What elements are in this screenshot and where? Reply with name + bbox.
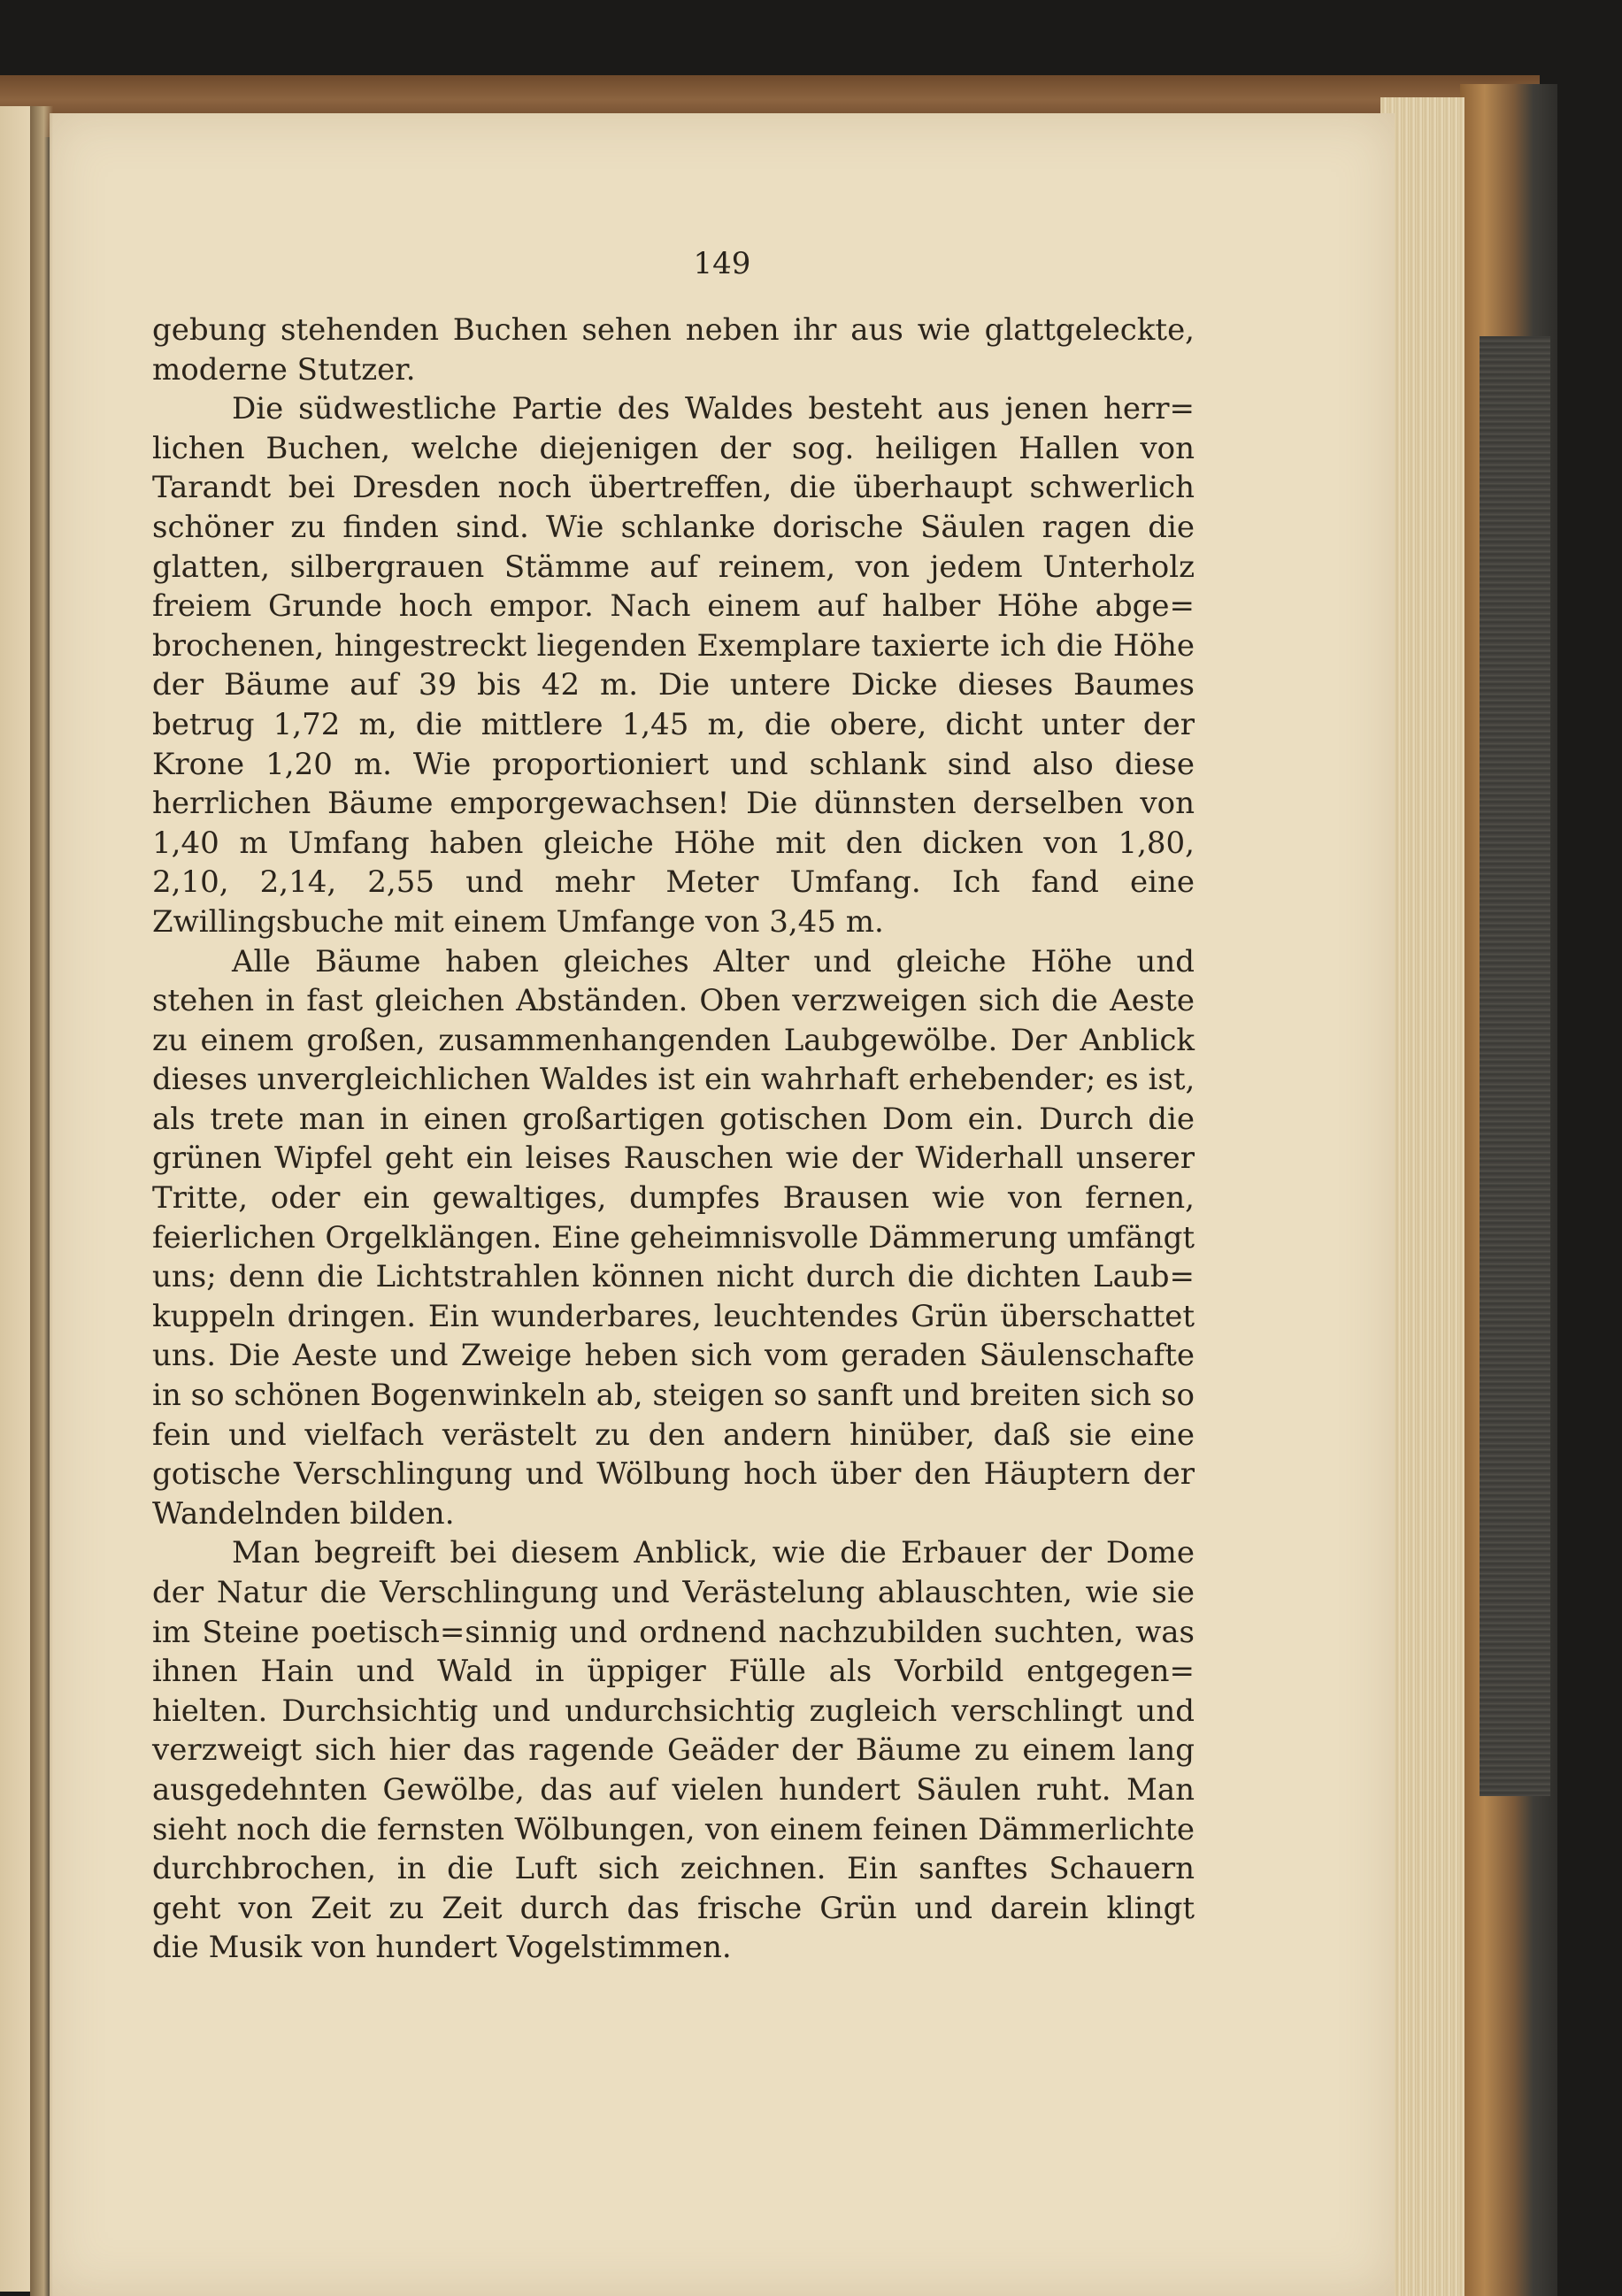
- text-line: der Natur die Verschlingung und Verästelung ablauschten, wie sie: [152, 1575, 1195, 1610]
- text-line: Wandelnden bilden.: [152, 1495, 455, 1532]
- text-line: Krone 1,20 m. Wie proportioniert und schlank sind also diese: [152, 746, 1195, 782]
- text-line: 2,10, 2,14, 2,55 und mehr Meter Umfang. Ich fand eine: [152, 864, 1195, 901]
- text-line: kuppeln dringen. Ein wunderbares, leuchtendes Grün überschattet: [152, 1298, 1195, 1334]
- text-line: schöner zu finden sind. Wie schlanke dorische Säulen ragen die: [152, 509, 1195, 545]
- paragraph: [152, 1533, 1195, 1968]
- text-line: sieht noch die fernsten Wölbungen, von einem feinen Dämmerlichte: [152, 1811, 1195, 1847]
- text-line: verzweigt sich hier das ragende Geäder der Bäume zu einem lang: [152, 1732, 1195, 1769]
- text-line: zu einem großen, zusammenhangenden Laubgewölbe. Der Anblick: [152, 1022, 1195, 1058]
- gutter-shadow: [30, 106, 53, 2296]
- text-line: stehen in fast gleichen Abständen. Oben verzweigen sich die Aeste: [152, 983, 1195, 1019]
- text-line: glatten, silbergrauen Stämme auf reinem, von jedem Unterholz: [152, 549, 1195, 585]
- text-line: uns; denn die Lichtstrahlen können nicht durch die dichten Laub=: [152, 1259, 1195, 1295]
- text-line: die Musik von hundert Vogelstimmen.: [152, 1930, 732, 1966]
- text-line: uns. Die Aeste und Zweige heben sich vom geraden Säulenschafte: [152, 1338, 1195, 1374]
- text-line: geht von Zeit zu Zeit durch das frische Grün und darein klingt: [152, 1890, 1195, 1926]
- text-line: Man begreift bei diesem Anblick, wie die Erbauer der Dome: [232, 1535, 1195, 1571]
- page-body-text: [152, 311, 1195, 1968]
- text-line: im Steine poetisch=sinnig und ordnend nachzubilden suchten, was: [152, 1614, 1195, 1650]
- text-line: 1,40 m Umfang haben gleiche Höhe mit den dicken von 1,80,: [152, 825, 1195, 861]
- text-line: herrlichen Bäume emporgewachsen! Die dünnsten derselben von: [152, 786, 1195, 822]
- text-line: moderne Stutzer.: [152, 351, 416, 388]
- text-line: freiem Grunde hoch empor. Nach einem auf halber Höhe abge=: [152, 588, 1195, 625]
- paragraph: [152, 311, 1195, 389]
- text-line: ausgedehnten Gewölbe, das auf vielen hundert Säulen ruht. Man: [152, 1771, 1195, 1808]
- text-line: feierlichen Orgelklängen. Eine geheimnisvolle Dämmerung umfängt: [152, 1219, 1195, 1256]
- text-line: gotische Verschlingung und Wölbung hoch über den Häuptern der: [152, 1456, 1195, 1493]
- text-line: lichen Buchen, welche diejenigen der sog. heiligen Hallen von: [152, 430, 1195, 466]
- text-line: Tritte, oder ein gewaltiges, dumpfes Brausen wie von fernen,: [152, 1180, 1195, 1217]
- text-line: durchbrochen, in die Luft sich zeichnen. Ein sanftes Schauern: [152, 1851, 1195, 1887]
- paragraph: [152, 389, 1195, 941]
- text-line: grünen Wipfel geht ein leises Rauschen wie der Widerhall unserer: [152, 1140, 1195, 1177]
- text-line: fein und vielfach verästelt zu den andern hinüber, daß sie eine: [152, 1417, 1195, 1453]
- text-line: hielten. Durchsichtig und undurchsichtig zugleich verschlingt und: [152, 1693, 1195, 1729]
- text-line: als trete man in einen großartigen gotischen Dom ein. Durch die: [152, 1101, 1195, 1137]
- text-line: Tarandt bei Dresden noch übertreffen, die überhaupt schwerlich: [152, 470, 1195, 506]
- text-line: der Bäume auf 39 bis 42 m. Die untere Dicke dieses Baumes: [152, 667, 1195, 703]
- paragraph: [152, 942, 1195, 1534]
- text-line: ihnen Hain und Wald in üppiger Fülle als Vorbild entgegen=: [152, 1654, 1195, 1690]
- cover-cloth: [1480, 336, 1550, 1796]
- page-number: 149: [693, 246, 751, 281]
- text-line: gebung stehenden Buchen sehen neben ihr aus wie glattgeleckte,: [152, 312, 1195, 348]
- text-line: in so schönen Bogenwinkeln ab, steigen so sanft und breiten sich so: [152, 1378, 1195, 1414]
- book-page: [50, 113, 1395, 2296]
- text-line: Alle Bäume haben gleiches Alter und gleiche Höhe und: [232, 943, 1195, 979]
- text-line: betrug 1,72 m, die mittlere 1,45 m, die obere, dicht unter der: [152, 706, 1195, 742]
- text-line: Die südwestliche Partie des Waldes besteht aus jenen herr=: [232, 391, 1195, 427]
- text-line: Zwillingsbuche mit einem Umfange von 3,45 m.: [152, 903, 884, 940]
- text-line: brochenen, hingestreckt liegenden Exemplare taxierte ich die Höhe: [152, 627, 1195, 664]
- text-line: dieses unvergleichlichen Waldes ist ein wahrhaft erhebender; es ist,: [152, 1062, 1195, 1098]
